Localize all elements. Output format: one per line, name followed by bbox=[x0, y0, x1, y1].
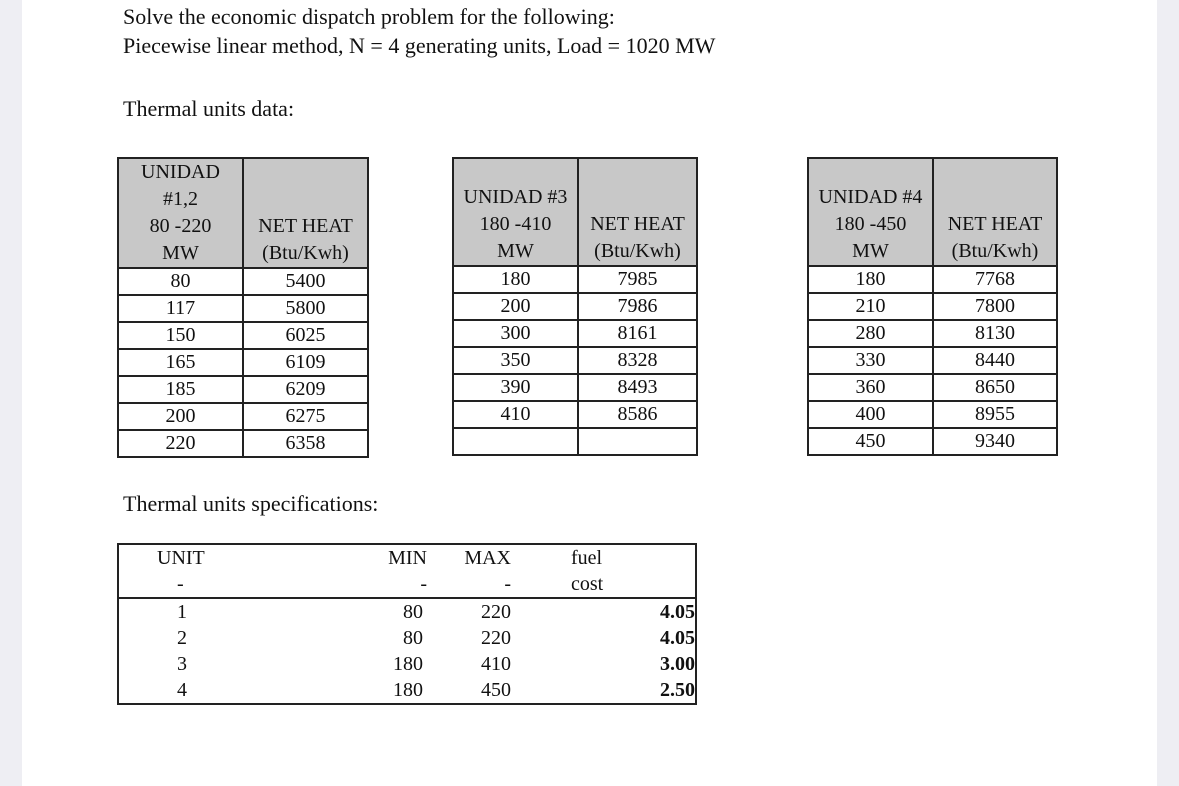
table-row: 350 8328 bbox=[453, 347, 697, 374]
table-row: 210 7800 bbox=[808, 293, 1057, 320]
table-row: 150 6025 bbox=[118, 322, 368, 349]
unit3-header: UNIDAD #3 180 -410 MW bbox=[453, 158, 578, 266]
table-row: 280 8130 bbox=[808, 320, 1057, 347]
unit12-heat-table bbox=[117, 157, 369, 458]
unit4-header: UNIDAD #4 180 -450 MW bbox=[808, 158, 933, 266]
table-row: 165 6109 bbox=[118, 349, 368, 376]
heat-section-title: Thermal units data: bbox=[123, 96, 295, 121]
problem-statement: Solve the economic dispatch problem for the following: bbox=[123, 4, 615, 29]
table-row: 80 5400 bbox=[118, 268, 368, 295]
table-row: 410 8586 bbox=[453, 401, 697, 428]
table-row: 200 6275 bbox=[118, 403, 368, 430]
table-row: 300 8161 bbox=[453, 320, 697, 347]
table-row: 400 8955 bbox=[808, 401, 1057, 428]
table-row: 200 7986 bbox=[453, 293, 697, 320]
unit4-heat-table bbox=[807, 157, 1058, 456]
unit3-heat-header: NET HEAT (Btu/Kwh) bbox=[578, 158, 697, 266]
table-row: 360 8650 bbox=[808, 374, 1057, 401]
table-row: 220 6358 bbox=[118, 430, 368, 457]
table-row: 1 80 220 4.05 bbox=[118, 598, 696, 625]
table-row: 3 180 410 3.00 bbox=[177, 653, 695, 675]
table-row: 4 180 450 2.50 bbox=[118, 677, 696, 704]
table-row: 180 7985 bbox=[453, 266, 697, 293]
problem-parameters: Piecewise linear method, N = 4 generating units, Load = 1020 MW bbox=[123, 33, 716, 58]
table-row: 330 8440 bbox=[808, 347, 1057, 374]
unit4-heat-header: NET HEAT (Btu/Kwh) bbox=[933, 158, 1057, 266]
unit3-heat-table bbox=[452, 157, 698, 456]
unit-specifications-table: UNIT MIN MAX fuel - - - cost 1 80 220 4.05 2 80 220 4.05 3 180 410 3.00 4 180 450 2.50 bbox=[117, 543, 697, 705]
unit12-header: UNIDAD #1,2 80 -220 MW bbox=[118, 158, 243, 268]
table-row: 390 8493 bbox=[453, 374, 697, 401]
table-row: 117 5800 bbox=[118, 295, 368, 322]
table-row: 2 80 220 4.05 bbox=[177, 627, 695, 649]
unit12-heat-header: NET HEAT (Btu/Kwh) bbox=[243, 158, 368, 268]
table-row bbox=[453, 428, 697, 455]
spec-section-title: Thermal units specifications: bbox=[123, 491, 379, 516]
table-row: 180 7768 bbox=[808, 266, 1057, 293]
table-row: 185 6209 bbox=[118, 376, 368, 403]
table-row: 450 9340 bbox=[808, 428, 1057, 455]
